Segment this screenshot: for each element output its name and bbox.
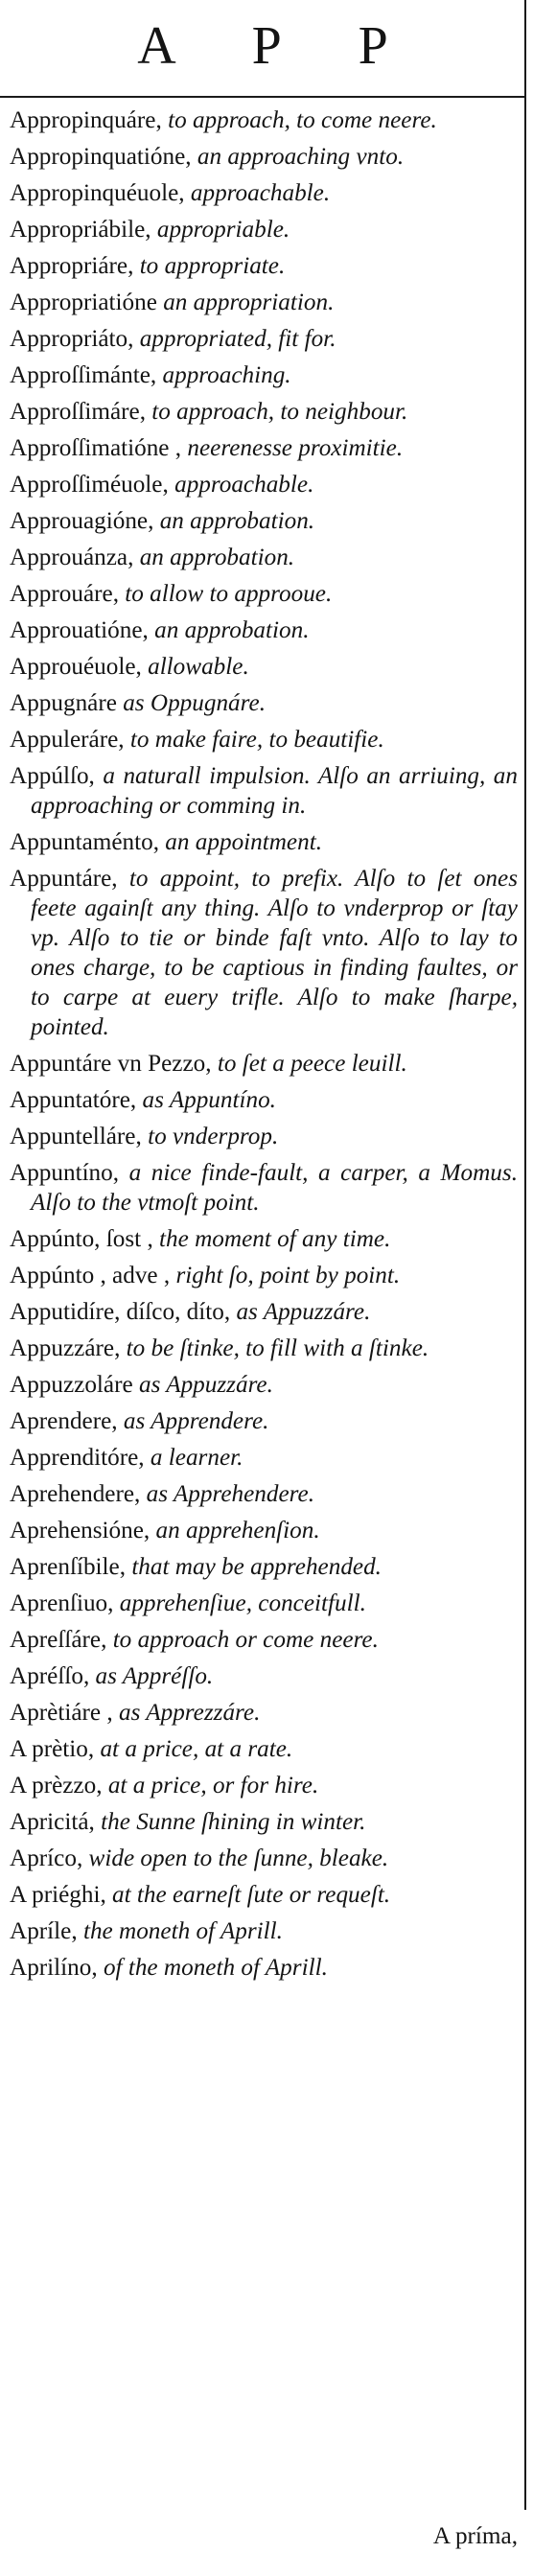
entry-headword: Appuzzoláre (10, 1372, 133, 1398)
entry-headword: Aprendere, (10, 1408, 118, 1434)
dictionary-entry (10, 615, 518, 645)
dictionary-entry (10, 1807, 518, 1837)
dictionary-entry (10, 1734, 518, 1764)
dictionary-entry (10, 1085, 518, 1115)
entry-definition: at the earneſt ſute or requeſt. (105, 1882, 391, 1908)
entry-definition: that may be apprehended. (126, 1554, 382, 1580)
dictionary-entry (10, 397, 518, 427)
dictionary-entry (10, 470, 518, 499)
entry-headword: Approuatióne, (10, 617, 149, 643)
entry-definition: an approbation. (133, 545, 295, 570)
entry-headword: Apríle, (10, 1918, 78, 1944)
entry-headword: Aprenſiuo, (10, 1590, 114, 1616)
entry-definition: to approach, to neighbour. (146, 399, 408, 425)
entry-definition: to vnderprop. (141, 1124, 279, 1149)
entry-definition: the moneth of Aprill. (77, 1918, 283, 1944)
entry-definition: a nice finde-fault, a carper, a Momus. Alſo to the vtmoſt point. (31, 1160, 518, 1216)
entry-headword: Appuntelláre, (10, 1124, 142, 1149)
entry-definition: to approach or come neere. (106, 1627, 379, 1653)
entry-headword: A prètio, (10, 1736, 95, 1762)
entry-headword: A prèzzo, (10, 1773, 103, 1799)
entry-definition: the moment of any time. (152, 1226, 391, 1252)
entry-definition: wide open to the ſunne, bleake. (82, 1845, 389, 1871)
entry-headword: Aprenſíbile, (10, 1554, 127, 1580)
entry-definition: appropriated, fit for. (133, 326, 336, 352)
entry-definition: of the moneth of Aprill. (97, 1955, 328, 1981)
entry-definition: to make faire, to beautifie. (124, 727, 384, 753)
entry-headword: Appuzzáre, (10, 1335, 121, 1361)
entry-headword: Appropriáto, (10, 326, 134, 352)
entry-definition: an appointment. (159, 829, 323, 855)
entry-headword: A priéghi, (10, 1882, 106, 1908)
entry-headword: Approuéuole, (10, 654, 142, 680)
entry-definition: approaching. (156, 362, 291, 388)
dictionary-entry (10, 1661, 518, 1691)
dictionary-entry (10, 725, 518, 754)
entry-headword: Approuáre, (10, 581, 119, 607)
entry-definition: as Apprezzáre. (112, 1700, 261, 1726)
dictionary-entry (10, 1297, 518, 1327)
running-head (0, 0, 525, 96)
entry-headword: Aprehendere, (10, 1481, 141, 1507)
entry-headword: Appropinquáre, (10, 107, 162, 133)
entry-headword: Apputidíre, díſco, díto, (10, 1299, 231, 1325)
entry-headword: Apricitá, (10, 1809, 95, 1835)
dictionary-entry (10, 579, 518, 609)
entry-definition: as Apprehendere. (140, 1481, 314, 1507)
dictionary-entry (10, 827, 518, 857)
entry-definition: as Appréſſo. (89, 1663, 214, 1689)
entry-headword: Appropriatióne (10, 290, 157, 315)
dictionary-entry (10, 1334, 518, 1363)
dictionary-entry (10, 1443, 518, 1473)
entry-definition: as Appuntíno. (136, 1087, 276, 1113)
entry-definition: apprehenſiue, conceitfull. (113, 1590, 366, 1616)
dictionary-entry (10, 1844, 518, 1873)
entry-definition: the Sunne ſhining in winter. (94, 1809, 366, 1835)
entry-headword: Appropriáre, (10, 253, 134, 279)
entry-definition: at a price, at a rate. (94, 1736, 293, 1762)
dictionary-entry (10, 1158, 518, 1218)
entry-headword: Approſſimánte, (10, 362, 157, 388)
dictionary-entry (10, 1698, 518, 1728)
running-head-text: A P P (137, 16, 421, 76)
entry-headword: Approſſimáre, (10, 399, 146, 425)
entry-definition: an apprehenſion. (150, 1518, 320, 1543)
entry-definition: approachable. (184, 180, 331, 206)
entry-definition: at a price, or for hire. (102, 1773, 319, 1799)
column-rule (524, 0, 526, 2510)
dictionary-entry (10, 433, 518, 463)
entry-definition: approachable. (168, 472, 314, 498)
dictionary-entry (10, 142, 518, 172)
entry-headword: Appropriábile, (10, 217, 151, 243)
entry-list (10, 105, 518, 1989)
entry-headword: Approſſimatióne , (10, 435, 182, 461)
dictionary-entry (10, 1122, 518, 1151)
entry-definition: an approaching vnto. (191, 144, 405, 170)
entry-headword: Appúnto , adve , (10, 1263, 171, 1288)
entry-definition: a learner. (144, 1445, 243, 1471)
catchword: A príma, (432, 2523, 518, 2549)
dictionary-entry (10, 1479, 518, 1509)
dictionary-entry (10, 1406, 518, 1436)
entry-definition: to appoint, to prefix. Alſo to ſet ones feete againſt any thing. Alſo to vnderprop or ſtay vp. Alſo to tie or binde faſt vnto. Alſo to lay to ones charge, to be captious in finding faultes, or to carpe at euery trifle. Alſo to make ſharpe, pointed. (31, 866, 518, 1040)
entry-definition: as Oppugnáre. (116, 690, 266, 716)
entry-headword: Appuntíno, (10, 1160, 120, 1186)
dictionary-entry (10, 761, 518, 821)
entry-definition: to be ſtinke, to fill with a ſtinke. (120, 1335, 429, 1361)
entry-headword: Apprenditóre, (10, 1445, 145, 1471)
entry-definition: an approbation. (148, 617, 310, 643)
entry-definition: to approach, to come neere. (161, 107, 437, 133)
entry-headword: Appuntaménto, (10, 829, 159, 855)
dictionary-entry (10, 1516, 518, 1545)
entry-headword: Apréſſo, (10, 1663, 90, 1689)
entry-headword: Appuntáre, (10, 866, 118, 892)
dictionary-entry (10, 1880, 518, 1910)
dictionary-entry (10, 215, 518, 244)
entry-definition: neerenesse proximitie. (181, 435, 404, 461)
entry-definition: an approbation. (153, 508, 315, 534)
entry-definition: allowable. (141, 654, 249, 680)
entry-headword: Appropinquéuole, (10, 180, 185, 206)
entry-headword: Aprilíno, (10, 1955, 98, 1981)
entry-headword: Appropinquatióne, (10, 144, 192, 170)
entry-headword: Aprehensióne, (10, 1518, 151, 1543)
dictionary-entry (10, 1953, 518, 1983)
dictionary-entry (10, 506, 518, 536)
entry-definition: as Apprendere. (117, 1408, 269, 1434)
entry-headword: Appuleráre, (10, 727, 125, 753)
entry-definition: an appropriation. (156, 290, 335, 315)
dictionary-entry (10, 324, 518, 354)
entry-headword: Appugnáre (10, 690, 117, 716)
dictionary-entry (10, 251, 518, 281)
dictionary-entry (10, 1771, 518, 1800)
dictionary-entry (10, 1625, 518, 1655)
dictionary-entry (10, 1552, 518, 1582)
dictionary-entry (10, 288, 518, 317)
entry-definition: right ſo, point by point. (170, 1263, 401, 1288)
dictionary-entry (10, 1049, 518, 1079)
dictionary-entry (10, 1589, 518, 1618)
entry-headword: Appúnto, ſost , (10, 1226, 153, 1252)
dictionary-entry (10, 1370, 518, 1400)
dictionary-entry (10, 1224, 518, 1254)
entry-headword: Aprètiáre , (10, 1700, 113, 1726)
entry-headword: Apríco, (10, 1845, 83, 1871)
header-rule (0, 96, 525, 98)
entry-definition: as Appuzzáre. (230, 1299, 371, 1325)
dictionary-entry (10, 1916, 518, 1946)
dictionary-entry (10, 1261, 518, 1290)
dictionary-entry (10, 360, 518, 390)
dictionary-entry (10, 688, 518, 718)
entry-definition: to allow to approoue. (119, 581, 333, 607)
entry-headword: Approuánza, (10, 545, 134, 570)
dictionary-entry (10, 864, 518, 1042)
entry-headword: Appuntatóre, (10, 1087, 137, 1113)
dictionary-entry (10, 105, 518, 135)
entry-headword: Approuagióne, (10, 508, 154, 534)
entry-headword: Apreſſáre, (10, 1627, 107, 1653)
dictionary-entry (10, 543, 518, 572)
entry-headword: Approſſiméuole, (10, 472, 169, 498)
entry-definition: as Appuzzáre. (132, 1372, 273, 1398)
entry-definition: to ſet a peece leuill. (211, 1051, 407, 1077)
entry-headword: Appuntáre vn Pezzo, (10, 1051, 212, 1077)
entry-definition: a naturall impulsion. Alſo an arriuing, an approaching or comming in. (31, 763, 518, 819)
entry-headword: Appúlſo, (10, 763, 95, 789)
dictionary-entry (10, 178, 518, 208)
dictionary-entry (10, 652, 518, 682)
entry-definition: to appropriate. (133, 253, 286, 279)
entry-definition: appropriable. (151, 217, 290, 243)
